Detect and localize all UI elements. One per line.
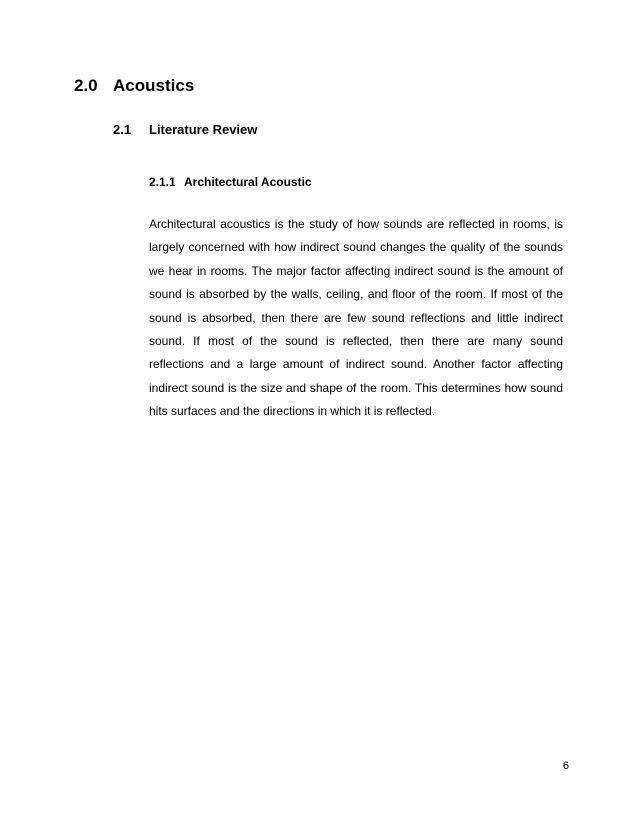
subsubsection-heading — [149, 175, 312, 189]
body-paragraph: Architectural acoustics is the study of how sounds are reflected in rooms, is largely concerned with how indirect sound changes the quality of the sounds we hear in rooms. The major factor affecting indirect sound is the amount of sound is absorbed by the walls, ceiling, and floor of the room. If most of the sound is absorbed, then there are few sound reflections and little indirect sound. If most of the sound is reflected, then there are many sound reflections and a large amount of indirect sound. Another factor affecting indirect sound is the size and shape of the room. This determines how sound hits surfaces and the directions in which it is reflected. — [149, 217, 563, 419]
subsubsection-title: Architectural Acoustic — [184, 175, 312, 189]
section-title: Acoustics — [113, 76, 195, 95]
subsection-title: Literature Review — [149, 122, 258, 137]
subsection-heading — [113, 122, 257, 137]
subsection-number: 2.1 — [113, 122, 132, 137]
section-heading — [74, 76, 194, 96]
page-number: 6 — [562, 760, 569, 772]
subsubsection-number: 2.1.1 — [149, 175, 176, 189]
section-number: 2.0 — [74, 76, 98, 95]
